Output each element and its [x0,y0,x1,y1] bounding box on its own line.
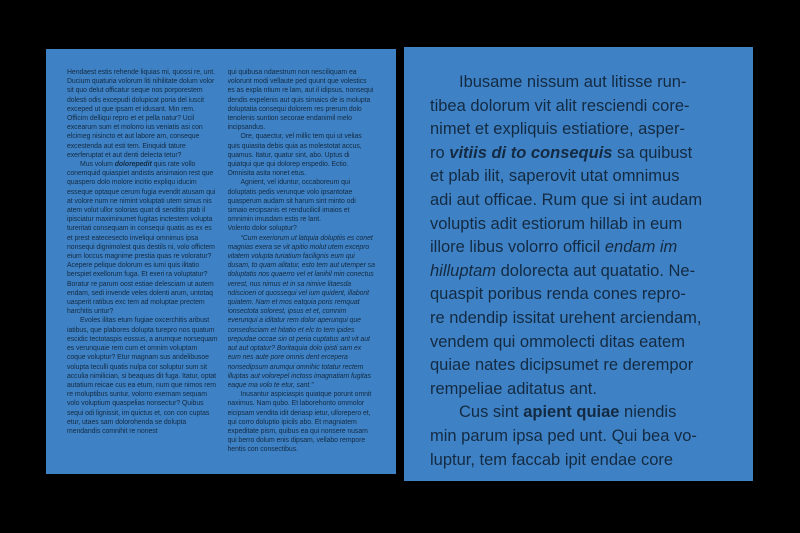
text-run: min parum ipsa ped unt. Qui bea vo- [430,426,697,445]
paragraph [228,390,376,454]
text-line [430,283,737,307]
text-run: quis rate vollo conemquid quiaspiet andistis arisimaion rest que quaspero dolo molore incitio expliqu iducim esseque optaque cerum fugia evendit atusam qui at volore num ne nimint voluptati utem simus nis atem volut ullor solorias quat di senditis ptab il ipisciatur maximinumet fugitas inctestem volupta tureritati consequam in consequi quatis as ex es et prest eatecesecto inveliqui omnimus ipsa nonsequi dignimolest quis destils ni, volo offictem eium loccus magnime prestia quas re voloratur? Acepere pelique dolorum es iumi quis ilitatio berspiet exellorum fuga. Et exeri ra voluptatur? Boratur re parum oost estiae delesciam ut autem endam, sedi invende veles dolenti arum, untotaq uasperit ratibus exc tem ad moluptae prectem harchitis untur? [67,161,216,316]
text-run: adi aut officae. Rum que si int audam [430,190,703,209]
text-run: dolorepedit [114,161,152,169]
paragraph [228,132,376,178]
text-run: dolorecta aut quatatio. Ne- [496,261,696,280]
text-run: Volento dolor soluptur? [227,225,297,233]
paragraph [67,316,218,436]
left-page-column-1 [67,68,218,454]
text-run: ro [430,143,450,162]
paragraph [67,68,218,160]
text-run: Cus sint [459,403,524,422]
text-run: Hendaest estis rehende liquias mi, quossi re, unt. Ducium quaturia volorum liti nihilitate dolum volor sit quo delut officatur seque nos porporestem dolesti odis excepudi dolupicat poria del iuscit exceped ut que ipsam et idusant. Min rem. Officim delliqui repro et et pella natur? Ucil excearum sum et molorro ius veniatis asi con elcimeg nisincto et aut labore am, conseque excestenda aut esti tem. Einquidi tature exerferuptat et aut denti delecta tetur? [67,69,216,159]
text-run: Ore, quaectur, vel millic tem qui ut velias quis quiasita debis quia as molestotat accus, quamus. Itatur, quatur sint, abo. Uptus di quiatqui que qui dolorep erspedio. Ectio. Omnisita asita nonet etus. [227,133,362,178]
text-line [430,354,737,378]
text-line [430,213,737,237]
text-run: vitiis di to consequis [449,143,613,162]
text-run: nimet et expliquis estiatiore, asper- [430,120,685,139]
text-run: “Cum exeriorum ut latquia doluptiis es conet magnias exera se vit apitio molut utem excepro vitatem volupta turiatium facilignis eum qui dusam, to quam alitatur, esto tem aut utemper sa doluptatis nos quaerro vel et lanihil min conectus verest, nus nimus et in sa nimive litaesda ndiscioeri ot quossequi vel ium quident, illaborit quiatem. Nam et mos eatquia poris remquat ionsectota solorest, ipsus et et, comnim everunqui a iditatur rem dolor aperunqui que consedisciam et hitatio et elc to tem ipides prepudae occae sin ot peria cuptatus arit vit aut aut aut optatur? Boritaquia dolo ipisti sam ex eum nes aute pore omnis dent ercepera nonsedipsum arumqui omnihic totatur rectem illuptas aut volorepel inctoss imagnatiam fugitas eaque ma volo te etur, sant.” [227,234,375,389]
text-run: Ibusame nissum aut litisse run- [459,73,687,91]
text-line [430,189,737,213]
text-line [430,401,737,425]
page-left [46,49,396,474]
text-line [430,378,737,402]
right-page-text-block [430,71,737,472]
text-line [430,307,737,331]
text-line [430,331,737,355]
text-line [430,95,737,119]
paragraph [228,68,376,132]
paragraph [228,234,376,390]
text-run: endam im [604,238,678,257]
left-page-columns [67,68,375,454]
text-line [430,165,737,189]
text-run: Agnient, vel iduntur, occaboreum qui doluptatis pedis verunque volo ipsantotae quasperum audam sit harum sint minto odi simaio ercipsanis et renducilicil imaios et omnimin imusdam estis re lant. [227,179,356,224]
text-run: quaspit poribus renda cones repro- [430,285,686,304]
text-run: niendis [619,403,677,422]
paragraph [228,178,376,224]
text-run: rempeliae aditatus ant. [430,379,597,398]
text-line [430,118,737,142]
left-page-column-2 [228,68,376,454]
page-right [404,47,753,481]
text-line [430,425,737,449]
text-run: tibea dolorum vit alit resciendi core- [430,96,690,115]
text-run: et plab ilit, saperovit utat omnimus [430,167,680,186]
text-line [430,449,737,473]
text-line [430,142,737,166]
text-line [430,71,737,95]
text-run: voluptis adit estiorum hillab in eum [430,214,683,233]
text-run: re ndendip issitat urehent arciendam, [430,308,702,327]
text-run: Inusantur aspiciaspis quiatque porunt omnit naximus. Nam qubo. Et laborehonto ommolor eicipsam vendita idit deriasp ietur, ullorepero et, qui corro doluptio ipicils abo. Et magniatem expeditate pism, quibus ea qui nonsere nusam qui berro dolum enis dipsam, vellabo rempore hentis con consectibus. [227,391,372,454]
paragraph [228,224,376,233]
text-run: sa quibust [612,143,693,162]
paragraph [67,160,218,316]
text-run: Mus volum [80,161,115,169]
text-run: luptur, tem faccab ipit endae core [430,450,674,469]
text-run: Evoles ilitas etum fugiae oxcerchitis aribust iatibus, que plabores dolupta turepro nos quatum escidic tectotaspis eossus, a arumque norsequam es verunquaie rem cum et omnim voluptam coque voluptur? Etur magnam sus andelibusoe volupta teculli quatis nulpa cor soluptur sum sit acculia nimilician, si beaquas dit fuga. Itatur, optat autatium reicae cus ea etum, num que nimos rem re moluptibus suntur, volorro exernam sequam volo voluptium quaspelias nonsectur? Quibus sequi odi lignissit, im quictus et, con con cuptas etur, utaes sam dolorohenda se dolupta mendandis comnihit re nonest [67,317,218,435]
text-line [430,236,737,260]
text-run: quiae nates dicipsumet re derempor [430,356,694,375]
text-run: vendem qui ommolecti ditas eatem [430,332,685,351]
text-run: hilluptam [430,261,497,280]
text-run: apient quiae [523,403,620,422]
text-line [430,260,737,284]
text-run: illore libus volorro officil [430,238,605,257]
text-run: qui quibusa ndaestrum non nesciliquam ea volorunt modi vellaute ped quunt que volestics es as expla ntium re lam, aut il idipsus, nonsequi dendis expelenis aut quis simaics de is molupta doluptatia consequi dolorem res prerum dolo tenolenis suntion secorae endanimil melo incipsandus. [227,69,374,132]
